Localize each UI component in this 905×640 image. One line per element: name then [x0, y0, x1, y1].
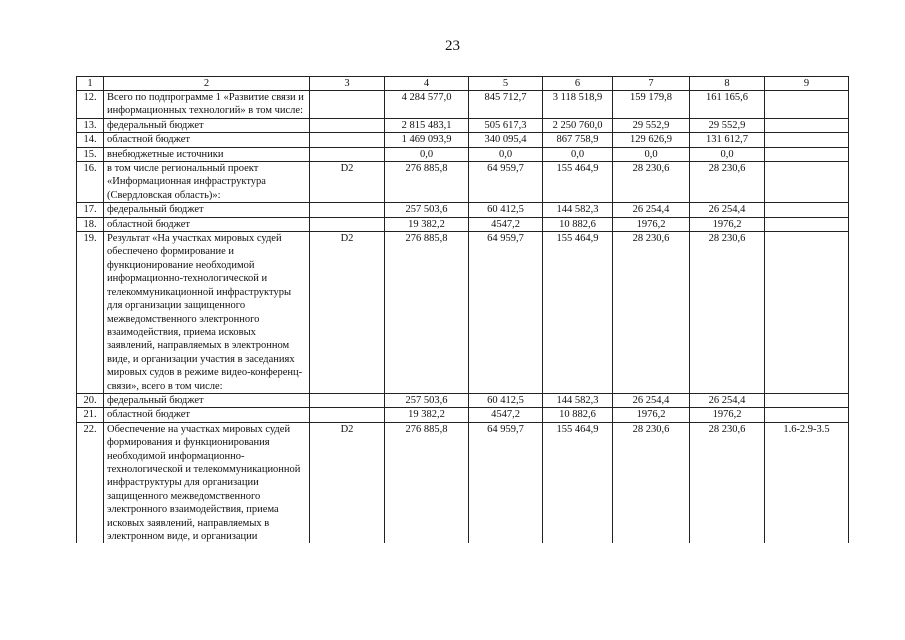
value-col-4: 276 885,8 — [385, 232, 469, 394]
value-col-9 — [765, 203, 849, 217]
value-col-7: 26 254,4 — [613, 393, 690, 407]
value-col-9 — [765, 91, 849, 119]
row-code — [310, 408, 385, 422]
value-col-8: 1976,2 — [690, 217, 765, 231]
value-col-8: 28 230,6 — [690, 162, 765, 203]
row-number: 13. — [77, 118, 104, 132]
table-row — [77, 91, 849, 119]
value-col-6: 10 882,6 — [543, 217, 613, 231]
column-header-4: 4 — [385, 77, 469, 91]
row-number: 22. — [77, 422, 104, 543]
value-col-4: 4 284 577,0 — [385, 91, 469, 119]
table-row — [77, 147, 849, 161]
table-row — [77, 203, 849, 217]
value-col-4: 19 382,2 — [385, 408, 469, 422]
value-col-9 — [765, 408, 849, 422]
value-col-4: 276 885,8 — [385, 162, 469, 203]
value-col-9 — [765, 147, 849, 161]
value-col-8: 1976,2 — [690, 408, 765, 422]
row-number: 15. — [77, 147, 104, 161]
value-col-5: 505 617,3 — [469, 118, 543, 132]
column-header-6: 6 — [543, 77, 613, 91]
value-col-9: 1.6-2.9-3.5 — [765, 422, 849, 543]
row-number: 16. — [77, 162, 104, 203]
column-header-8: 8 — [690, 77, 765, 91]
value-col-6: 155 464,9 — [543, 422, 613, 543]
table-row — [77, 217, 849, 231]
value-col-6: 144 582,3 — [543, 393, 613, 407]
value-col-5: 64 959,7 — [469, 422, 543, 543]
value-col-8: 28 230,6 — [690, 232, 765, 394]
column-header-1: 1 — [77, 77, 104, 91]
value-col-8: 131 612,7 — [690, 133, 765, 147]
table-row — [77, 408, 849, 422]
value-col-6: 867 758,9 — [543, 133, 613, 147]
table-row — [77, 232, 849, 394]
value-col-5: 64 959,7 — [469, 162, 543, 203]
value-col-4: 1 469 093,9 — [385, 133, 469, 147]
row-code — [310, 203, 385, 217]
value-col-6: 0,0 — [543, 147, 613, 161]
value-col-7: 26 254,4 — [613, 203, 690, 217]
row-number: 18. — [77, 217, 104, 231]
value-col-5: 340 095,4 — [469, 133, 543, 147]
table-row — [77, 393, 849, 407]
row-code — [310, 147, 385, 161]
value-col-6: 144 582,3 — [543, 203, 613, 217]
value-col-6: 2 250 760,0 — [543, 118, 613, 132]
row-name: Обеспечение на участках мировых судей формирования и функционирования необходимой информационно-технологической и телекоммуникационной инфраструктуры для организации защищенного межведомственного электронного взаимодействия, приема исковых заявлений, направляемых в электронном виде, и организации — [104, 422, 310, 543]
value-col-8: 28 230,6 — [690, 422, 765, 543]
value-col-4: 19 382,2 — [385, 217, 469, 231]
value-col-9 — [765, 133, 849, 147]
row-code — [310, 118, 385, 132]
row-number: 12. — [77, 91, 104, 119]
value-col-8: 26 254,4 — [690, 393, 765, 407]
table-body — [77, 77, 849, 544]
row-number: 17. — [77, 203, 104, 217]
row-number: 20. — [77, 393, 104, 407]
value-col-5: 845 712,7 — [469, 91, 543, 119]
page-number: 23 — [445, 38, 460, 54]
row-name: областной бюджет — [104, 217, 310, 231]
row-name: федеральный бюджет — [104, 203, 310, 217]
budget-table — [76, 76, 849, 543]
value-col-6: 10 882,6 — [543, 408, 613, 422]
value-col-6: 155 464,9 — [543, 232, 613, 394]
value-col-6: 155 464,9 — [543, 162, 613, 203]
value-col-7: 0,0 — [613, 147, 690, 161]
row-code — [310, 133, 385, 147]
row-name: Результат «На участках мировых судей обеспечено формирование и функционирование необходимой информационно-технологической и телекоммуникационной инфраструктуры для организации защищенного межведомственного электронного взаимодействия, приема исковых заявлений, направляемых в электронном виде, и организации участия в заседаниях мировых судов в режиме видео-конференц-связи», всего в том числе: — [104, 232, 310, 394]
value-col-9 — [765, 118, 849, 132]
row-name: областной бюджет — [104, 408, 310, 422]
header-row — [77, 77, 849, 91]
column-header-5: 5 — [469, 77, 543, 91]
value-col-8: 0,0 — [690, 147, 765, 161]
row-number: 21. — [77, 408, 104, 422]
value-col-7: 1976,2 — [613, 408, 690, 422]
value-col-8: 29 552,9 — [690, 118, 765, 132]
row-code — [310, 393, 385, 407]
value-col-4: 0,0 — [385, 147, 469, 161]
value-col-5: 4547,2 — [469, 408, 543, 422]
value-col-9 — [765, 217, 849, 231]
value-col-7: 28 230,6 — [613, 162, 690, 203]
value-col-7: 29 552,9 — [613, 118, 690, 132]
row-code — [310, 217, 385, 231]
row-name: областной бюджет — [104, 133, 310, 147]
table-row — [77, 133, 849, 147]
value-col-9 — [765, 162, 849, 203]
row-name: внебюджетные источники — [104, 147, 310, 161]
value-col-7: 129 626,9 — [613, 133, 690, 147]
column-header-7: 7 — [613, 77, 690, 91]
column-header-3: 3 — [310, 77, 385, 91]
value-col-7: 159 179,8 — [613, 91, 690, 119]
value-col-5: 60 412,5 — [469, 393, 543, 407]
value-col-7: 28 230,6 — [613, 232, 690, 394]
value-col-7: 28 230,6 — [613, 422, 690, 543]
row-code: D2 — [310, 162, 385, 203]
value-col-4: 2 815 483,1 — [385, 118, 469, 132]
value-col-6: 3 118 518,9 — [543, 91, 613, 119]
column-header-2: 2 — [104, 77, 310, 91]
value-col-8: 161 165,6 — [690, 91, 765, 119]
row-number: 19. — [77, 232, 104, 394]
table-row — [77, 162, 849, 203]
table-row — [77, 118, 849, 132]
value-col-5: 64 959,7 — [469, 232, 543, 394]
value-col-4: 257 503,6 — [385, 203, 469, 217]
row-name: Всего по подпрограмме 1 «Развитие связи и информационных технологий» в том числе: — [104, 91, 310, 119]
row-number: 14. — [77, 133, 104, 147]
value-col-5: 60 412,5 — [469, 203, 543, 217]
value-col-5: 0,0 — [469, 147, 543, 161]
row-code: D2 — [310, 232, 385, 394]
row-name: федеральный бюджет — [104, 393, 310, 407]
value-col-4: 276 885,8 — [385, 422, 469, 543]
row-code — [310, 91, 385, 119]
column-header-9: 9 — [765, 77, 849, 91]
row-name: в том числе региональный проект «Информационная инфраструктура (Свердловская область)»: — [104, 162, 310, 203]
row-code: D2 — [310, 422, 385, 543]
value-col-4: 257 503,6 — [385, 393, 469, 407]
row-name: федеральный бюджет — [104, 118, 310, 132]
value-col-7: 1976,2 — [613, 217, 690, 231]
table-row — [77, 422, 849, 543]
value-col-5: 4547,2 — [469, 217, 543, 231]
value-col-9 — [765, 232, 849, 394]
value-col-9 — [765, 393, 849, 407]
value-col-8: 26 254,4 — [690, 203, 765, 217]
